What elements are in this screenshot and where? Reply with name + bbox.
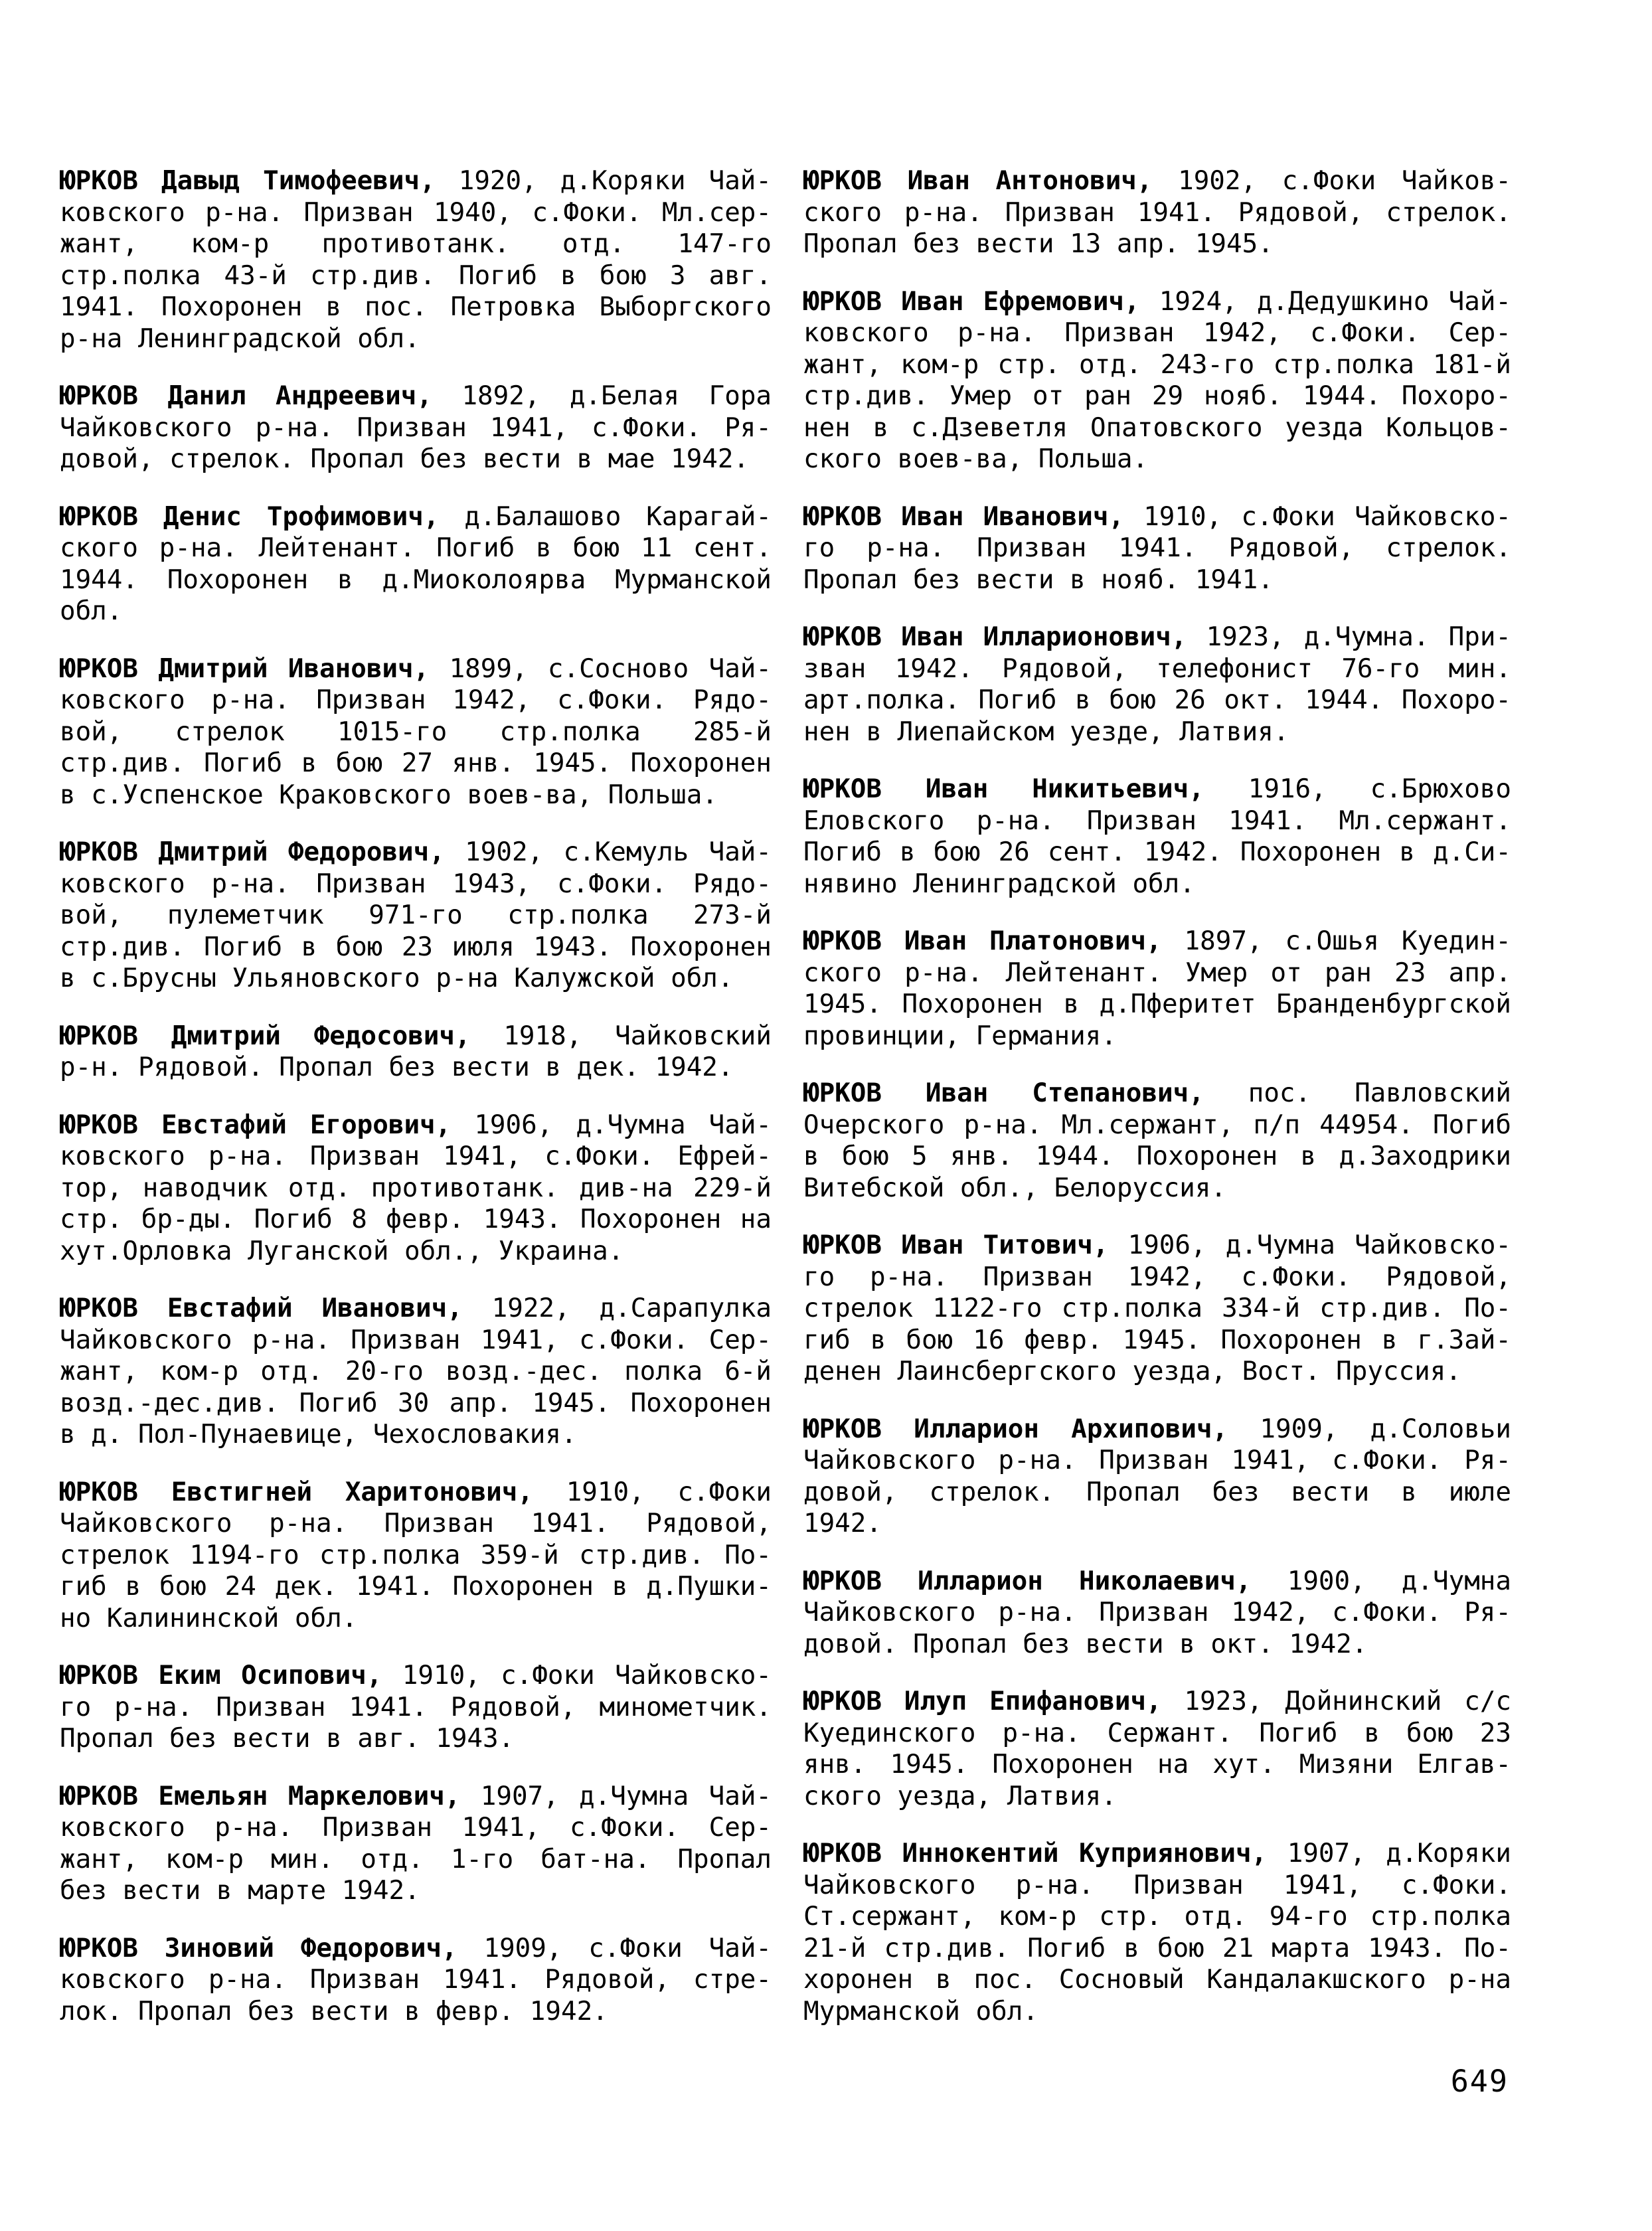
memorial-entry [60,653,772,811]
entry-line: зван 1942. Рядовой, телефонист 76-го мин. [803,653,1511,684]
memorial-entry [803,1414,1511,1540]
entry-line: денен Лаинсбергского уезда, Вост. Пруссия. [803,1357,1461,1386]
entry-line: арт.полка. Погиб в бою 26 окт. 1944. Похоро- [803,685,1511,715]
entry-line: ЮРКОВ Дмитрий Федорович, 1902, с.Кемуль Чай- [60,837,772,867]
soldier-name: ЮРКОВ Дмитрий Федосович, [60,1021,471,1051]
entry-line: ского р-на. Лейтенант. Умер от ран 23 апр. [803,957,1511,988]
entry-line: ЮРКОВ Иван Ефремович, 1924, д.Дедушкино Чай- [803,286,1512,317]
memorial-entry [803,621,1511,748]
soldier-name: ЮРКОВ Иван Никитьевич, [803,774,1204,804]
soldier-name: ЮРКОВ Емельян Маркелович, [60,1781,461,1811]
entry-line: ковского р-на. Призван 1941, с.Фоки. Сер- [60,1813,772,1843]
entry-line: ского уезда, Латвия. [803,1781,1117,1811]
soldier-name: ЮРКОВ Данил Андреевич, [60,381,432,411]
memorial-entry [803,1686,1511,1812]
entry-line: ского воев-ва, Польша. [803,444,1149,474]
entry-line: ЮРКОВ Евстафий Егорович, 1906, д.Чумна Чай- [60,1110,772,1140]
entry-line: но Калининской обл. [60,1603,358,1633]
entry-line: нявино Ленинградской обл. [803,868,1195,899]
soldier-name: ЮРКОВ Илуп Епифанович, [803,1687,1162,1716]
memorial-entry [803,286,1511,475]
memorial-entry [803,165,1511,260]
memorial-entry [60,165,772,355]
memorial-entry [60,1021,772,1084]
entry-line: 1945. Похоронен в д.Пферитет Бранденбургской [803,989,1511,1019]
entry-line: стрелок 1122-го стр.полка 334-й стр.див. По- [803,1293,1511,1323]
entry-line: ковского р-на. Призван 1943, с.Фоки. Рядо- [60,868,772,899]
entry-line: в бою 5 янв. 1944. Похоронен в д.Заходрики [803,1141,1511,1171]
soldier-name: ЮРКОВ Дмитрий Федорович, [60,837,445,867]
entry-line: ЮРКОВ Давыд Тимофеевич, 1920, д.Коряки Чай- [60,166,772,196]
entry-line: вой, стрелок 1015-го стр.полка 285-й [60,716,772,747]
soldier-name: ЮРКОВ Иннокентий Куприянович, [803,1839,1268,1868]
entry-line: Пропал без вести в нояб. 1941. [803,564,1274,595]
soldier-name: ЮРКОВ Евстафий Иванович, [60,1293,463,1323]
memorial-entry [60,1110,772,1268]
entry-line: ЮРКОВ Емельян Маркелович, 1907, д.Чумна Чай- [60,1781,772,1811]
entry-line: нен в с.Дзеветля Опатовского уезда Кольцов- [803,412,1511,443]
soldier-name: ЮРКОВ Иван Иванович, [803,501,1125,532]
entry-line: в д. Пол-Пунаевице, Чехословакия. [60,1420,577,1449]
entry-line: Ст.сержант, ком-р стр. отд. 94-го стр.полка [803,1902,1511,1932]
soldier-name: ЮРКОВ Денис Трофимович, [60,501,440,532]
entry-line: стр.див. Погиб в бою 23 июля 1943. Похоронен [60,932,772,962]
entry-line: ЮРКОВ Иван Степанович, пос. Павловский [803,1078,1511,1108]
entry-line: тор, наводчик отд. противотанк. див-на 229-й [60,1173,772,1203]
entry-line: Погиб в бою 26 сент. 1942. Похоронен в д.Си- [803,837,1511,867]
entry-line: довой, стрелок. Пропал без вести в мае 1942. [60,444,750,474]
memorial-entry [60,1477,772,1635]
entry-line: гиб в бою 16 февр. 1945. Похоронен в г.Зай- [803,1325,1511,1355]
entry-line: ЮРКОВ Илларион Николаевич, 1900, д.Чумна [803,1566,1511,1596]
entry-line: ЮРКОВ Зиновий Федорович, 1909, с.Фоки Чай- [60,1933,772,1963]
column-left [60,165,772,2053]
entry-line: Пропал без вести в авг. 1943. [60,1724,515,1754]
entry-line: хут.Орловка Луганской обл., Украина. [60,1236,624,1266]
entry-line: стрелок 1194-го стр.полка 359-й стр.див. По- [60,1540,772,1570]
entry-line: ского р-на. Лейтенант. Погиб в бою 11 сент. [60,533,772,563]
memorial-entry [803,1230,1511,1388]
entry-line: в с.Успенское Краковского воев-ва, Польша. [60,780,718,810]
entry-line: Чайковского р-на. Призван 1941, с.Фоки. Сер- [60,1325,772,1355]
entry-line: обл. [60,596,123,626]
entry-line: жант, ком-р противотанк. отд. 147-го [60,229,772,259]
memorial-entry [803,926,1511,1052]
entry-line: ЮРКОВ Евстигней Харитонович, 1910, с.Фоки [60,1477,772,1507]
entry-line: довой. Пропал без вести в окт. 1942. [803,1629,1368,1659]
entry-line: ЮРКОВ Дмитрий Иванович, 1899, с.Сосново Чай- [60,653,772,684]
entry-line: нен в Лиепайском уезде, Латвия. [803,716,1289,747]
entry-line: в с.Брусны Ульяновского р-на Калужской обл. [60,963,734,993]
entry-line: Пропал без вести 13 апр. 1945. [803,229,1274,259]
entry-line: Еловского р-на. Призван 1941. Мл.сержант. [803,805,1511,836]
entry-line: ковского р-на. Призван 1942, с.Фоки. Сер- [803,318,1511,348]
memorial-entry [60,501,772,627]
entry-line: довой, стрелок. Пропал без вести в июле [803,1477,1511,1507]
soldier-name: ЮРКОВ Иван Илларионович, [803,622,1187,652]
entry-line: стр.див. Умер от ран 29 нояб. 1944. Похоро- [803,381,1511,411]
entry-line: жант, ком-р отд. 20-го возд.-дес. полка 6-й [60,1357,772,1386]
entry-line: 1941. Похоронен в пос. Петровка Выборгского [60,292,772,322]
soldier-name: ЮРКОВ Дмитрий Иванович, [60,653,430,684]
entry-line: Куединского р-на. Сержант. Погиб в бою 23 [803,1718,1511,1748]
entry-line: ЮРКОВ Илларион Архипович, 1909, д.Соловьи [803,1414,1511,1444]
entry-line: ЮРКОВ Иннокентий Куприянович, 1907, д.Коряки [803,1839,1511,1868]
entry-line: р-на Ленинградской обл. [60,323,420,354]
soldier-name: ЮРКОВ Зиновий Федорович, [60,1933,457,1963]
entry-line: Чайковского р-на. Призван 1941, с.Фоки. Ря- [803,1446,1511,1475]
entry-line: ЮРКОВ Иван Платонович, 1897, с.Ошья Куедин- [803,926,1512,956]
soldier-name: ЮРКОВ Илларион Архипович, [803,1414,1228,1444]
entry-line: ЮРКОВ Иван Илларионович, 1923, д.Чумна. При- [803,622,1512,652]
soldier-name: ЮРКОВ Еким Осипович, [60,1661,382,1691]
entry-line: Очерского р-на. Мл.сержант, п/п 44954. Погиб [803,1110,1511,1140]
entry-line: ЮРКОВ Иван Никитьевич, 1916, с.Брюхово [803,774,1511,804]
entry-line: вой, пулеметчик 971-го стр.полка 273-й [60,900,772,930]
entry-line: ковского р-на. Призван 1940, с.Фоки. Мл.сер- [60,197,772,228]
entry-line: стр. бр-ды. Погиб 8 февр. 1943. Похоронен на [60,1204,772,1234]
entry-line: 1944. Похоронен в д.Миоколоярва Мурманской [60,564,772,595]
soldier-name: ЮРКОВ Илларион Николаевич, [803,1566,1252,1596]
entry-line: ЮРКОВ Дмитрий Федосович, 1918, Чайковский [60,1021,772,1051]
entry-line: янв. 1945. Похоронен на хут. Мизяни Елгав- [803,1750,1511,1779]
column-right [803,165,1511,2053]
entry-line: ЮРКОВ Еким Осипович, 1910, с.Фоки Чайковско- [60,1661,772,1691]
entry-line: р-н. Рядовой. Пропал без вести в дек. 1942. [60,1052,734,1082]
page-number: 649 [1450,2064,1509,2099]
entry-line: ЮРКОВ Денис Трофимович, д.Балашово Карагай- [60,501,772,532]
soldier-name: ЮРКОВ Иван Платонович, [803,926,1162,956]
entry-line: ского р-на. Призван 1941. Рядовой, стрелок. [803,197,1511,228]
memorial-entry [60,1293,772,1451]
entry-line: го р-на. Призван 1941. Рядовой, стрелок. [803,533,1511,563]
memorial-entry [803,1566,1511,1661]
soldier-name: ЮРКОВ Иван Титович, [803,1230,1109,1260]
entry-line: Витебской обл., Белоруссия. [803,1173,1227,1203]
entry-line: ЮРКОВ Илуп Епифанович, 1923, Дойнинский с/с [803,1687,1512,1716]
entry-line: стр.див. Погиб в бою 27 янв. 1945. Похоронен [60,748,772,778]
entry-line: ЮРКОВ Иван Иванович, 1910, с.Фоки Чайковско- [803,501,1512,532]
entry-line: Чайковского р-на. Призван 1941, с.Фоки. [803,1870,1511,1900]
soldier-name: ЮРКОВ Давыд Тимофеевич, [60,166,436,196]
memorial-entry [803,501,1511,596]
memorial-entry [60,380,772,475]
entry-line: ЮРКОВ Иван Антонович, 1902, с.Фоки Чайков- [803,166,1512,196]
soldier-name: ЮРКОВ Евстафий Егорович, [60,1110,452,1140]
entry-line: Чайковского р-на. Призван 1941. Рядовой, [60,1509,772,1538]
soldier-name: ЮРКОВ Иван Антонович, [803,166,1153,196]
soldier-name: ЮРКОВ Иван Степанович, [803,1078,1204,1108]
entry-line: ЮРКОВ Евстафий Иванович, 1922, д.Сарапулка [60,1293,772,1323]
entry-line: ковского р-на. Призван 1942, с.Фоки. Рядо- [60,685,772,715]
entry-line: жант, ком-р стр. отд. 243-го стр.полка 181-й [803,349,1511,380]
entry-line: Чайковского р-на. Призван 1941, с.Фоки. Ря- [60,412,772,443]
memorial-entry [60,1781,772,1907]
entry-line: Мурманской обл. [803,1996,1038,2026]
memorial-entry [803,1078,1511,1204]
entry-line: возд.-дес.див. Погиб 30 апр. 1945. Похоронен [60,1388,772,1418]
entry-line: 21-й стр.див. Погиб в бою 21 марта 1943. По- [803,1933,1511,1963]
entry-line: стр.полка 43-й стр.див. Погиб в бою 3 авг. [60,260,772,291]
memorial-entry [60,1933,772,2028]
entry-line: хоронен в пос. Сосновый Кандалакшского р-на [803,1965,1511,1995]
entry-line: ЮРКОВ Иван Титович, 1906, д.Чумна Чайковско- [803,1230,1512,1260]
entry-line: без вести в марте 1942. [60,1876,420,1906]
entry-line: ЮРКОВ Данил Андреевич, 1892, д.Белая Гора [60,381,772,411]
soldier-name: ЮРКОВ Иван Ефремович, [803,286,1140,317]
memorial-entry [803,1838,1511,2027]
entry-line: лок. Пропал без вести в февр. 1942. [60,1996,608,2026]
memorial-entry [803,774,1511,900]
entry-line: провинции, Германия. [803,1021,1117,1051]
entry-line: гиб в бою 24 дек. 1941. Похоронен в д.Пушки- [60,1572,772,1602]
entry-line: ковского р-на. Призван 1941. Рядовой, стре- [60,1965,772,1995]
memorial-entry [60,1660,772,1755]
entry-line: го р-на. Призван 1942, с.Фоки. Рядовой, [803,1262,1511,1292]
entry-line: жант, ком-р мин. отд. 1-го бат-на. Пропал [60,1844,772,1874]
soldier-name: ЮРКОВ Евстигней Харитонович, [60,1477,533,1507]
memorial-entry [60,837,772,995]
entry-line: го р-на. Призван 1941. Рядовой, минометчик. [60,1692,772,1722]
entry-line: ковского р-на. Призван 1941, с.Фоки. Ефрей- [60,1141,772,1171]
entry-line: 1942. [803,1509,882,1538]
entry-line: Чайковского р-на. Призван 1942, с.Фоки. Ря- [803,1598,1511,1627]
